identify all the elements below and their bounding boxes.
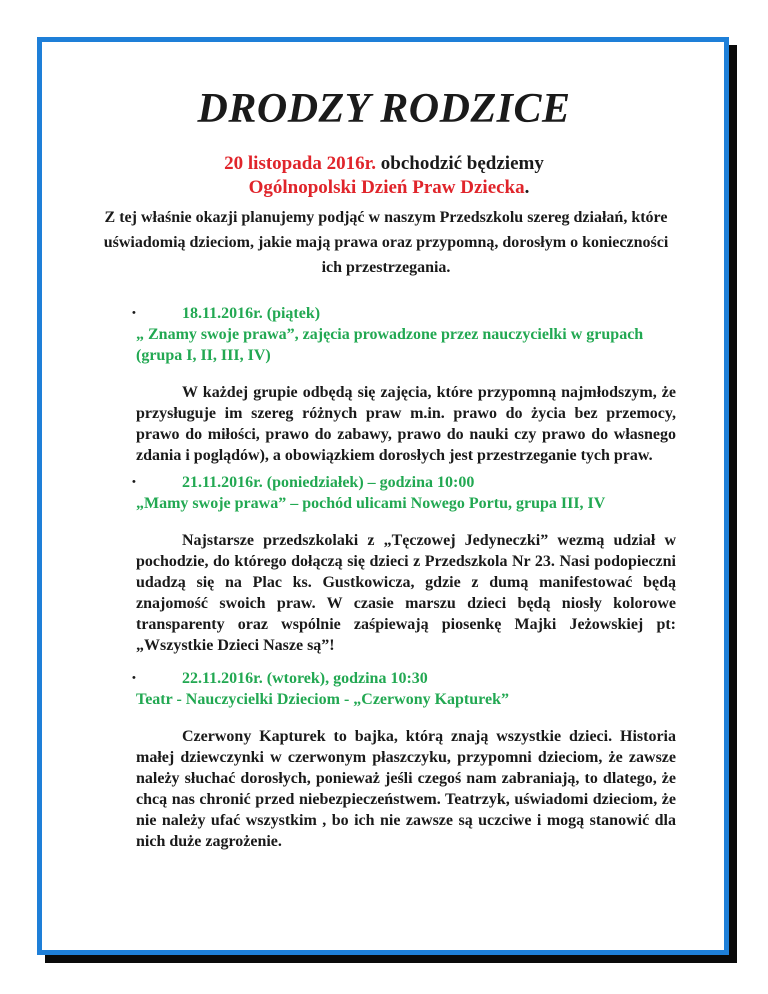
bullet-icon: •	[132, 672, 136, 684]
intro-line-1	[0, 152, 768, 176]
intro-line-2	[0, 176, 768, 200]
event-description: Najstarsze przedszkolaki z „Tęczowej Jedyneczki” wezmą udział w pochodzie, do którego dołączą się dzieci z Przedszkola Nr 23. Nasi podopieczni udadzą się na Plac ks. Gustkowicza, gdzie z dumą manifestować będą znajomość swoich praw. W czasie marszu dzieci będą niosły kolorowe transparenty oraz wspólnie zaśpiewają piosenkę Majki Jeżowskiej pt: „Wszystkie Dzieci Nasze są”!	[136, 532, 676, 654]
description: Z tej właśnie okazji planujemy podjąć w naszym Przedszkolu szereg działań, które uświadomią dzieciom, jakie mają prawa oraz przypomną, dorosłym o konieczności ich przestrzegania.	[103, 209, 669, 276]
event-header	[132, 472, 676, 514]
event-description: Czerwony Kapturek to bajka, którą znają wszystkie dzieci. Historia małej dziewczynki w czerwonym płaszczyku, przypomni dzieciom, że zawsze należy słuchać dorosłych, ponieważ jeśli czegoś nam zabraniają, to dlatego, że chcą nas chronić przed niebezpieczeństwem. Teatrzyk, uświadomi dzieciom, że nie należy ufać wszystkim , bo ich nie zawsze są uczciwe i mogą stanowić dla nich duże zagrożenie.	[136, 728, 676, 850]
event-description: W każdej grupie odbędą się zajęcia, które przypomną najmłodszym, że przysługuje im szereg różnych praw m.in. prawo do życia bez przemocy, prawo do miłości, prawo do zabawy, prawo do nauki czy prawo do własnego zdania i poglądów), a obowiązkiem dorosłych jest przestrzeganie tych praw.	[136, 384, 676, 464]
event-date: 21.11.2016r. (poniedziałek) – godzina 10:00	[182, 474, 475, 491]
celebration-date: 20 listopada 2016r.	[224, 153, 377, 174]
holiday-name: Ogólnopolski Dzień Praw Dziecka	[248, 177, 525, 198]
event-header	[132, 303, 676, 366]
event-date: 18.11.2016r. (piątek)	[182, 305, 321, 322]
page-title: DRODZY RODZICE	[197, 86, 571, 132]
intro-text: obchodzić będziemy	[376, 153, 544, 174]
event-subtitle: „ Znamy swoje prawa”, zajęcia prowadzone przez nauczycielki w grupach (grupa I, II, III, IV)	[136, 326, 644, 364]
event-header	[132, 668, 676, 710]
event-2	[132, 472, 676, 656]
bullet-icon: •	[132, 476, 136, 488]
event-subtitle: Teatr - Nauczycielki Dzieciom - „Czerwony Kapturek”	[136, 691, 509, 708]
event-1	[132, 303, 676, 466]
event-3	[132, 668, 676, 852]
bullet-icon: •	[132, 307, 136, 319]
event-subtitle: „Mamy swoje prawa” – pochód ulicami Nowego Portu, grupa III, IV	[136, 495, 606, 512]
event-date: 22.11.2016r. (wtorek), godzina 10:30	[182, 670, 428, 687]
intro-dot: .	[524, 177, 530, 198]
